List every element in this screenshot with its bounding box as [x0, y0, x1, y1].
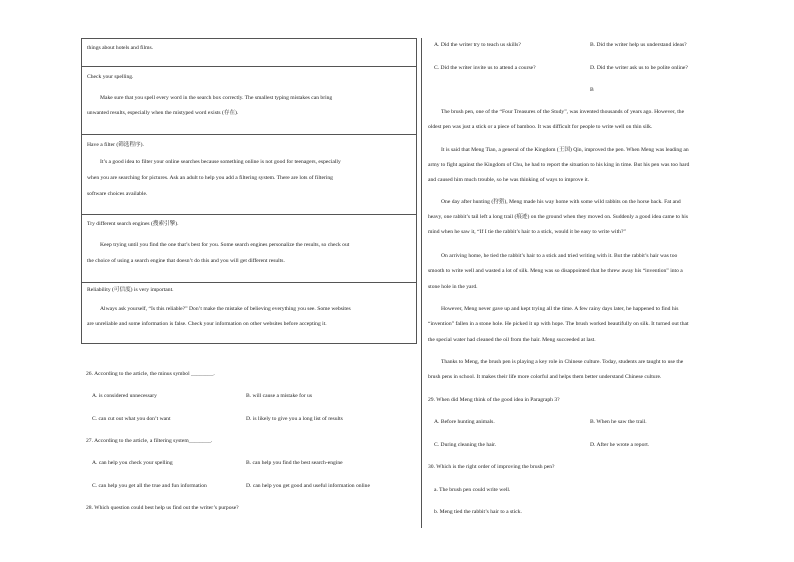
table-row	[82, 66, 416, 134]
option-27d: D. can help you get good and useful information online	[246, 483, 370, 489]
passage-text: army to fight against the Kingdom of Chu, he had to report the situation to his king in time. But his pen was too hard	[428, 162, 690, 168]
table-row	[82, 214, 416, 282]
row-heading: Reliability (可信度) is very important.	[87, 287, 174, 293]
row-heading: Check your spelling.	[87, 74, 134, 80]
option-28a: A. Did the writer try to teach us skills?	[434, 42, 521, 48]
row-text: Keep trying until you find the one that’s best for you. Some search engines personalize the results, so check out	[100, 242, 350, 248]
question-28: 28. Which question could best help us find out the writer’s purpose?	[86, 505, 239, 511]
row-text: It’s a good idea to filter your online searches because something online is not good for teenagers, especially	[100, 159, 341, 165]
row-text: things about hotels and films.	[87, 45, 154, 51]
option-28d: D. Did the writer ask us to be polite online?	[590, 65, 688, 71]
question-30: 30. Which is the right order of improving the brush pen?	[428, 464, 555, 470]
row-text: Make sure that you spell every word in the search box correctly. The smallest typing mistakes can bring	[100, 95, 333, 101]
passage-text: the special water had cleaned the oil from the hair. Meng succeeded at last.	[428, 337, 596, 343]
option-27a: A. can help you check your spelling	[92, 460, 173, 466]
section-label: B	[590, 87, 594, 93]
passage-text: brush pens in school. It makes their life more colorful and helps them better understand Chinese culture.	[428, 374, 662, 380]
option-26a: A. is considered unnecessary	[92, 393, 157, 399]
passage-text: However, Meng never gave up and kept trying all the time. A few rainy days later, he happened to find his	[441, 306, 679, 312]
option-28b: B. Did the writer help us understand ideas?	[590, 42, 687, 48]
option-29c: C. During cleaning the hair.	[434, 442, 497, 448]
list-item: a. The brush pen could write well.	[434, 487, 511, 493]
table-row	[82, 38, 416, 66]
question-29: 29. When did Meng think of the good idea in Paragraph 3?	[428, 397, 560, 403]
passage-text: “invention” fallen in a stone hole. He picked it up with hope. The brush worked beautifully on silk. It turned out that	[428, 321, 689, 327]
row-text: software choices available.	[87, 191, 148, 197]
option-27c: C. can help you get all the true and fun information	[92, 483, 207, 489]
passage-text: stone hole in the yard.	[428, 284, 478, 290]
passage-text: mind when he saw it, “If I tie the rabbit’s hair to a stick, would it be easy to write with?”	[428, 229, 626, 235]
passage-text: On arriving home, he tied the rabbit’s hair to a stick and tried writing with it. But the rabbit’s hair was too	[441, 253, 678, 259]
question-27: 27. According to the article, a filtering system________.	[86, 438, 213, 444]
row-text: when you are searching for pictures. Ask an adult to help you add a filtering system. There are lots of filtering	[87, 175, 333, 181]
passage-text: The brush pen, one of the “Four Treasures of the Study”, was invented thousands of years ago. However, the	[441, 109, 685, 115]
tips-table	[81, 38, 417, 344]
passage-text: oldest pen was just a stick or a piece of bamboo. It was difficult for people to write well on thin silk.	[428, 124, 653, 130]
passage-text: It is said that Meng Tian, a general of the Kingdom (王国) Qin, improved the pen. When Meng was leading an	[441, 147, 689, 153]
row-heading: Try different search engines (搜索引擎).	[87, 221, 179, 227]
table-row	[82, 134, 416, 214]
passage-text: Thanks to Meng, the brush pen is playing a key role in Chinese culture. Today, students are taught to use the	[441, 359, 684, 365]
passage-text: heavy, one rabbit’s tail left a long trail (痕迹) on the ground when they moved on. Suddenly a good idea came to his	[428, 214, 688, 220]
option-29b: B. When he saw the trail.	[590, 419, 647, 425]
passage-text: smooth to write well and wasted a lot of silk. Meng was so disappointed that he threw away his “invention” into a	[428, 268, 683, 274]
row-text: unwanted results, especially when the mistyped word exists (存在).	[87, 110, 239, 116]
option-26c: C. can cut out what you don’t want	[92, 416, 171, 422]
option-29d: D. After he wrote a report.	[590, 442, 650, 448]
row-text: the choice of using a search engine that doesn’t do this and you will get different results.	[87, 258, 285, 264]
option-26b: B. will cause a mistake for us	[246, 393, 313, 399]
row-heading: Have a filter (筛选程序).	[87, 142, 144, 148]
row-text: are unreliable and some information is false. Check your information on other websites before accepting it.	[87, 321, 327, 327]
table-row	[82, 282, 416, 343]
question-26: 26. According to the article, the minus symbol ________.	[86, 371, 215, 377]
passage-text: and caused him much trouble, so he was thinking of ways to improve it.	[428, 177, 590, 183]
option-27b: B. can help you find the best search-engine	[246, 460, 343, 466]
option-28c: C. Did the writer invite us to attend a course?	[434, 65, 536, 71]
passage-text: One day after hunting (狩猎), Meng made his way home with some wild rabbits on the horse back. Fat and	[441, 199, 681, 205]
option-26d: D. is likely to give you a long list of results	[246, 416, 343, 422]
column-divider	[421, 38, 422, 528]
row-text: Always ask yourself, “Is this reliable?” Don’t make the mistake of believing everything you see. Some websites	[100, 306, 351, 312]
option-29a: A. Before hunting animals.	[434, 419, 495, 425]
list-item: b. Meng tied the rabbit’s hair to a stick.	[434, 509, 522, 515]
